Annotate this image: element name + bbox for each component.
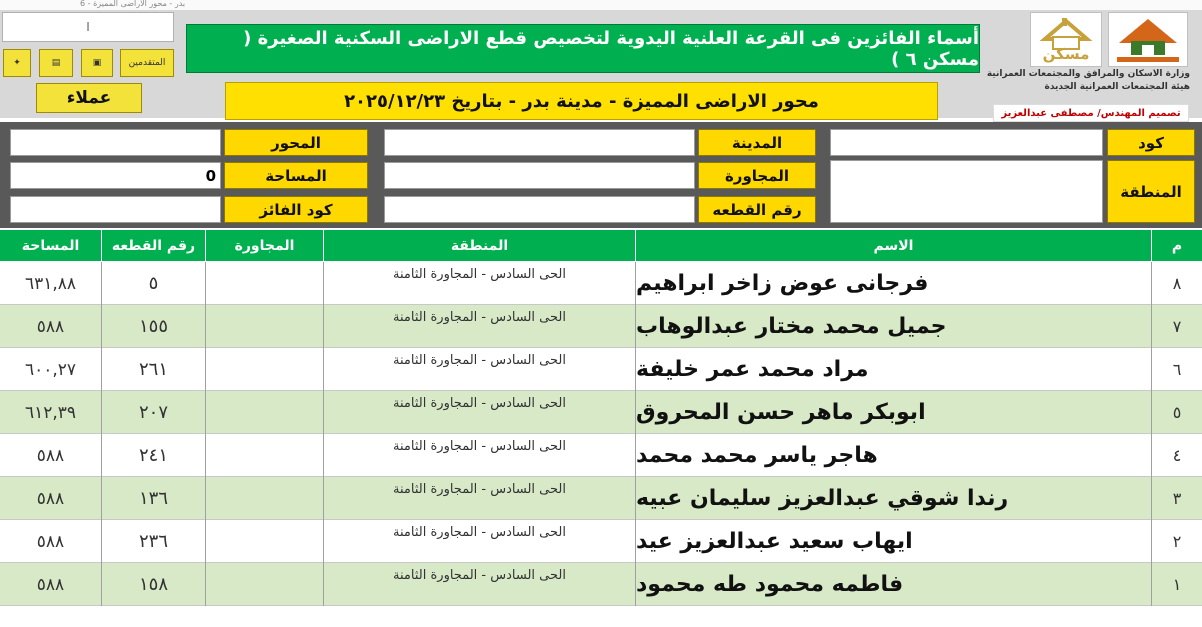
print-button[interactable] [81,49,113,77]
area-field[interactable]: 0 [10,162,221,189]
name-cell: فاطمه محمود طه محمود [636,563,1152,606]
plot-cell: ٥ [102,262,206,305]
index-cell: ٣ [1172,489,1182,508]
axis-field[interactable] [10,129,221,156]
main-title-banner: أسماء الفائزين فى القرعة العلنية اليدوية لتخصيص قطع الاراضى السكنية الصغيرة ( مسكن ٦ ) [186,24,980,73]
zone-cell: الحى السادس - المجاورة الثامنة [324,262,636,305]
record-form [0,122,1202,228]
maskan-logo-text: مسكن [1042,45,1090,63]
zone-cell: الحى السادس - المجاورة الثامنة [324,520,636,563]
neighborhood-cell [206,305,324,348]
neighborhood-cell [206,391,324,434]
header-area-col: المساحة [0,230,102,261]
name-cell: فرجانى عوض زاخر ابراهيم [636,262,1152,305]
plot-cell: ٢٤١ [102,434,206,477]
designer-credit: تصميم المهندس/ مصطفى عبدالعزيز [993,104,1189,122]
zone-cell: الحى السادس - المجاورة الثامنة [324,305,636,348]
quick-input[interactable]: I [2,12,174,42]
plus-button[interactable] [3,49,31,77]
neighborhood-field[interactable] [384,162,695,189]
sub-title-banner: محور الاراضى المميزة - مدينة بدر - بتاريخ ٢٠٢٥/١٢/٢٣ [225,82,938,120]
area-cell: ٦٣١,٨٨ [0,262,102,305]
save-button[interactable] [39,49,73,77]
header-area [0,10,1202,118]
ministry-logo [1108,12,1188,67]
clients-button[interactable]: عملاء [36,83,142,113]
area-label: المساحة [224,162,368,189]
plot-cell: ٢٣٦ [102,520,206,563]
neighborhood-label: المجاورة [698,162,816,189]
neighborhood-cell [206,563,324,606]
code-label: كود [1107,129,1195,156]
index-cell: ٧ [1172,317,1182,336]
name-cell: هاجر ياسر محمد محمد [636,434,1152,477]
print-icon: ▣ [92,58,102,68]
plus-icon: ✦ [13,58,21,68]
header-zone-col: المنطقة [324,230,636,261]
org-name-line1: وزارة الاسكان والمرافق والمجتمعات العمرانية [986,69,1190,79]
table-row[interactable] [0,434,1202,477]
code-field[interactable] [830,129,1103,156]
window-title: بدر - محور الاراضى المميزة - 6 [0,0,1202,10]
area-cell: ٥٨٨ [0,434,102,477]
plot-cell: ٢٦١ [102,348,206,391]
plot-number-field[interactable] [384,196,695,223]
name-cell: رندا شوقي عبدالعزيز سليمان عبيه [636,477,1152,520]
axis-label: المحور [224,129,368,156]
area-cell: ٦٠٠,٢٧ [0,348,102,391]
zone-cell: الحى السادس - المجاورة الثامنة [324,434,636,477]
zone-cell: الحى السادس - المجاورة الثامنة [324,563,636,606]
header-name-col: الاسم [636,230,1152,261]
plot-cell: ١٣٦ [102,477,206,520]
applicants-button[interactable]: المتقدمين [120,49,174,77]
area-cell: ٥٨٨ [0,305,102,348]
index-cell: ١ [1172,575,1182,594]
plot-number-label: رقم القطعه [698,196,816,223]
index-cell: ٦ [1172,360,1182,379]
save-icon: ▤ [51,58,61,68]
ministry-emblem-icon [1109,13,1187,66]
winner-code-field[interactable] [10,196,221,223]
name-cell: ايهاب سعيد عبدالعزيز عيد [636,520,1152,563]
name-cell: ابوبكر ماهر حسن المحروق [636,391,1152,434]
table-row[interactable] [0,477,1202,520]
zone-cell: الحى السادس - المجاورة الثامنة [324,391,636,434]
table-row[interactable] [0,305,1202,348]
plot-cell: ١٥٨ [102,563,206,606]
maskan-logo [1030,12,1102,67]
neighborhood-cell [206,520,324,563]
winners-table [0,230,1202,627]
table-row[interactable] [0,391,1202,434]
zone-cell: الحى السادس - المجاورة الثامنة [324,477,636,520]
neighborhood-cell [206,477,324,520]
index-cell: ٨ [1172,274,1182,293]
org-name-line2: هيئة المجتمعات العمرانية الجديدة [1044,82,1190,92]
city-field[interactable] [384,129,695,156]
neighborhood-cell [206,348,324,391]
table-row[interactable] [0,262,1202,305]
area-cell: ٦١٢,٣٩ [0,391,102,434]
index-cell: ٤ [1172,446,1182,465]
zone-label: المنطقة [1107,160,1195,223]
index-cell: ٥ [1172,403,1182,422]
area-cell: ٥٨٨ [0,520,102,563]
name-cell: جميل محمد مختار عبدالوهاب [636,305,1152,348]
table-row[interactable] [0,563,1202,606]
zone-cell: الحى السادس - المجاورة الثامنة [324,348,636,391]
table-row[interactable] [0,348,1202,391]
plot-cell: ١٥٥ [102,305,206,348]
plot-cell: ٢٠٧ [102,391,206,434]
zone-field[interactable] [830,160,1103,223]
winner-code-label: كود الفائز [224,196,368,223]
header-neighborhood-col: المجاورة [206,230,324,261]
area-cell: ٥٨٨ [0,477,102,520]
city-label: المدينة [698,129,816,156]
header-index-col: م [1152,230,1202,261]
header-plot-col: رقم القطعه [102,230,206,261]
neighborhood-cell [206,434,324,477]
area-cell: ٥٨٨ [0,563,102,606]
name-cell: مراد محمد عمر خليفة [636,348,1152,391]
neighborhood-cell [206,262,324,305]
index-cell: ٢ [1172,532,1182,551]
table-row[interactable] [0,520,1202,563]
